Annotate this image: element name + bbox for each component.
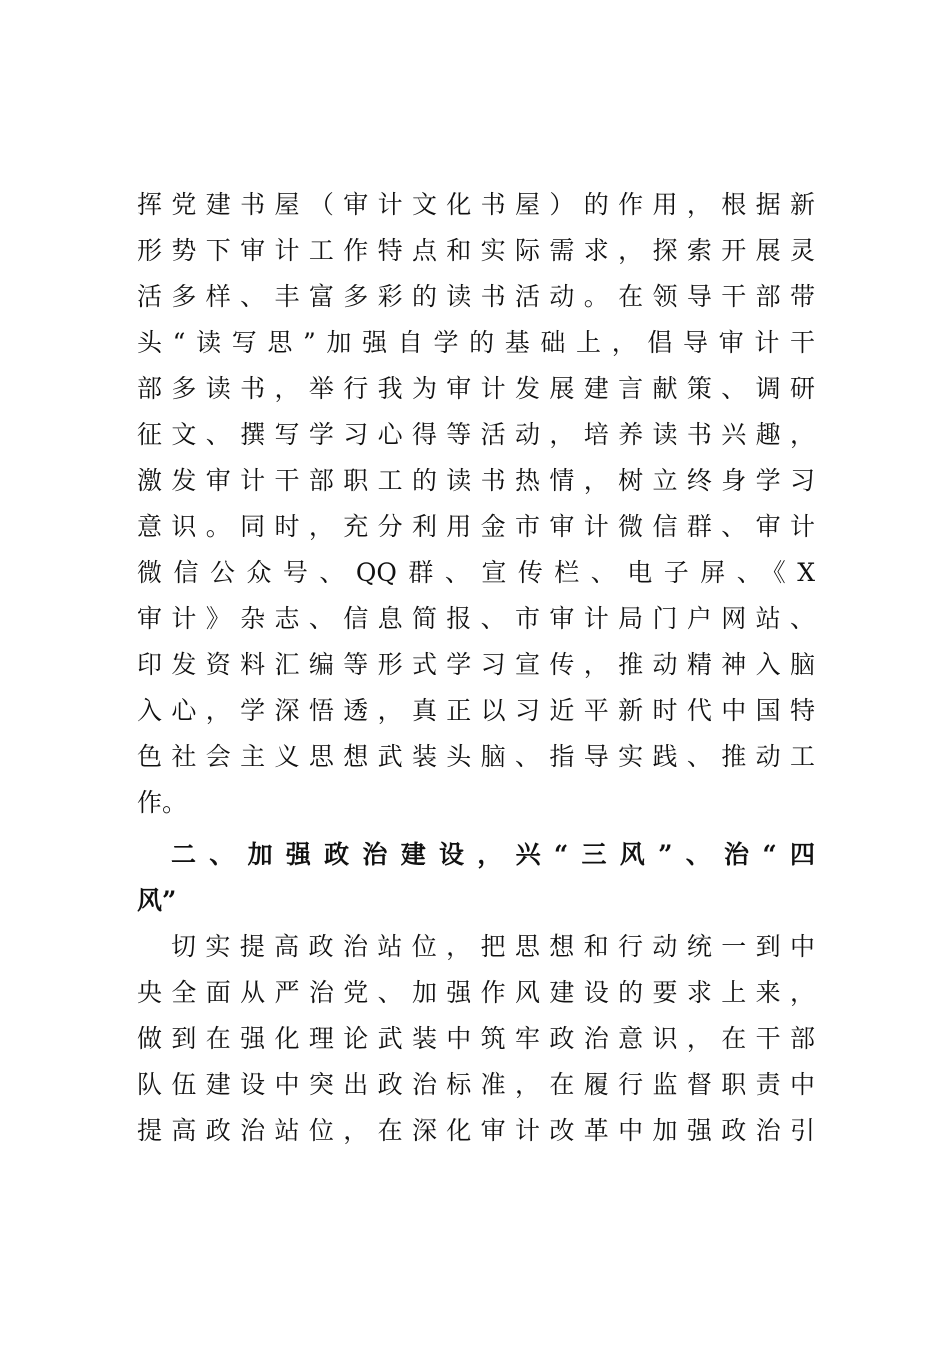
body-text-line: 做到在强化理论武装中筑牢政治意识，在干部 <box>137 1024 815 1053</box>
body-text-line: 微信公众号、QQ群、宣传栏、电子屏、《X <box>137 558 815 587</box>
section-heading: 二、加强政治建设，兴“三风”、治“四 <box>171 840 815 869</box>
body-text-line: 作。 <box>137 788 188 817</box>
body-text-line: 形势下审计工作特点和实际需求，探索开展灵 <box>137 236 815 265</box>
section-heading: 风” <box>137 886 177 915</box>
body-text-line: 部多读书，举行我为审计发展建言献策、调研 <box>137 374 815 403</box>
body-text-line: 印发资料汇编等形式学习宣传，推动精神入脑 <box>137 650 815 679</box>
body-text-line: 央全面从严治党、加强作风建设的要求上来， <box>137 978 815 1007</box>
body-text-line: 提高政治站位，在深化审计改革中加强政治引 <box>137 1116 815 1145</box>
body-text-line: 队伍建设中突出政治标准，在履行监督职责中 <box>137 1070 815 1099</box>
body-text-line: 挥党建书屋（审计文化书屋）的作用，根据新 <box>137 190 815 219</box>
body-text-line: 激发审计干部职工的读书热情，树立终身学习 <box>137 466 815 495</box>
body-text-line: 征文、撰写学习心得等活动，培养读书兴趣， <box>137 420 815 449</box>
body-text-line: 审计》杂志、信息简报、市审计局门户网站、 <box>137 604 815 633</box>
body-text-line: 入心，学深悟透，真正以习近平新时代中国特 <box>137 696 815 725</box>
body-text-line: 色社会主义思想武装头脑、指导实践、推动工 <box>137 742 815 771</box>
body-text-line: 头“读写思”加强自学的基础上，倡导审计干 <box>137 328 815 357</box>
body-text-line: 意识。同时，充分利用金市审计微信群、审计 <box>137 512 815 541</box>
body-text-line: 切实提高政治站位，把思想和行动统一到中 <box>171 932 815 961</box>
body-text-line: 活多样、丰富多彩的读书活动。在领导干部带 <box>137 282 815 311</box>
